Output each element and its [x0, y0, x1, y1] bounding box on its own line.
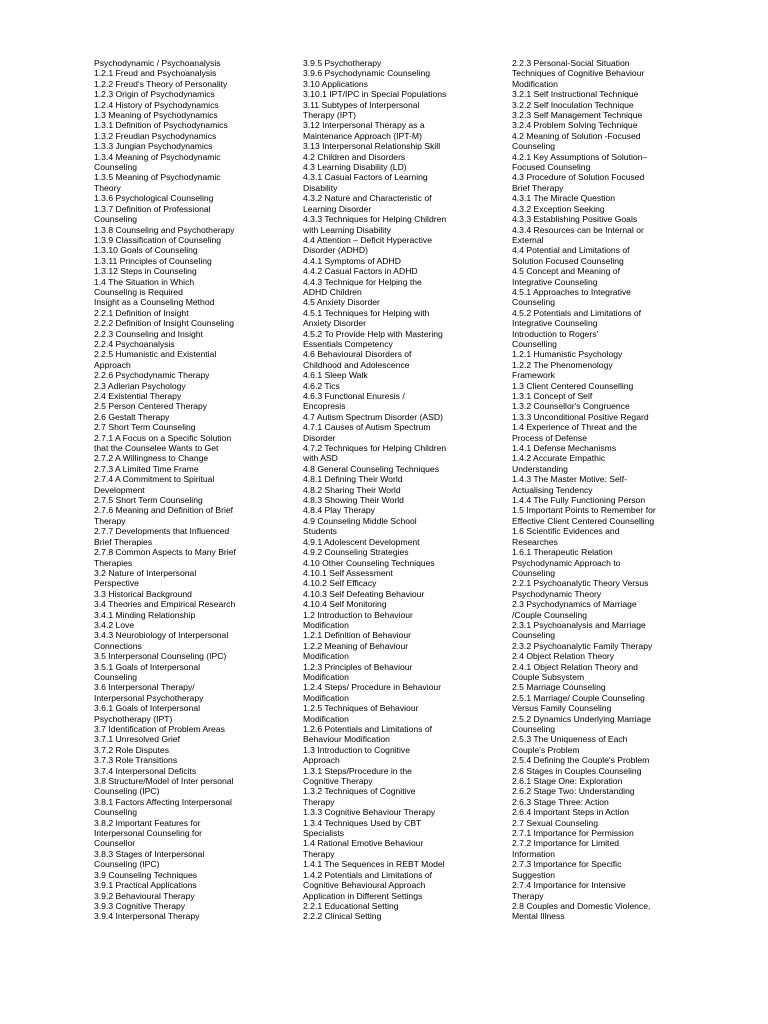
toc-line: 2.3 Psychodynamics of Marriage	[512, 599, 637, 610]
toc-line: Information	[512, 848, 555, 859]
toc-line: Solution Focused Counseling	[512, 255, 624, 266]
toc-line: Development	[94, 484, 145, 495]
toc-line: Versus Family Counseling	[512, 703, 612, 714]
toc-line: 2.7.4 A Commitment to Spiritual	[94, 474, 215, 485]
toc-line: 3.12 Interpersonal Therapy as a	[303, 120, 425, 131]
toc-line: 1.3.10 Goals of Counseling	[94, 245, 198, 256]
toc-line: 2.2.4 Psychoanalysis	[94, 338, 175, 349]
toc-line: 2.6.1 Stage One: Exploration	[512, 776, 623, 787]
toc-line: 4.10.3 Self Defeating Behaviour	[303, 588, 425, 599]
toc-line: 2.8 Couples and Domestic Violence,	[512, 900, 651, 911]
toc-line: Counseling	[94, 214, 137, 225]
toc-line: 2.4.1 Object Relation Theory and	[512, 661, 638, 672]
toc-line: 1.4.2 Accurate Empathic	[512, 453, 606, 464]
toc-line: 3.7.3 Role Transitions	[94, 755, 178, 766]
toc-line: 4.5 Anxiety Disorder	[303, 297, 380, 308]
toc-line: 4.10 Other Counseling Techniques	[303, 557, 435, 568]
toc-line: Counseling	[512, 724, 555, 734]
toc-line: 1.3.6 Psychological Counseling	[94, 193, 214, 204]
toc-line: 3.2.1 Self Instructional Technique	[512, 89, 639, 100]
toc-line: with Learning Disability	[303, 224, 391, 235]
toc-line: 1.3 Client Centered Counselling	[512, 380, 634, 391]
toc-line: 2.6.3 Stage Three: Action	[512, 796, 609, 807]
toc-line: 3.2 Nature of Interpersonal	[94, 567, 197, 578]
toc-line: 4.3.1 Casual Factors of Learning	[303, 172, 428, 183]
toc-line: 1.3.1 Concept of Self	[512, 391, 593, 401]
toc-line: 3.7.2 Role Disputes	[94, 744, 169, 755]
toc-line: Couple Subsystem	[512, 671, 585, 682]
toc-line: 4.7.2 Techniques for Helping Children	[303, 443, 447, 454]
toc-line: Understanding	[512, 463, 568, 474]
text-column-1	[94, 58, 294, 922]
toc-line: 2.7.5 Short Term Counseling	[94, 495, 203, 506]
toc-line: 3.9.5 Psychotherapy	[303, 58, 382, 68]
toc-line: 1.2.4 Steps/ Procedure in Behaviour	[303, 682, 442, 693]
toc-line: 1.3.8 Counseling and Psychotherapy	[94, 224, 235, 235]
toc-line: Disability	[303, 182, 338, 193]
toc-line: 1.4 Rational Emotive Behaviour	[303, 838, 424, 849]
toc-line: 3.3 Historical Background	[94, 588, 192, 599]
toc-line: 4.6.3 Functional Enuresis /	[303, 391, 405, 401]
toc-line: 2.6 Gestalt Therapy	[94, 411, 170, 422]
toc-line: 1.4.2 Potentials and Limitations of	[303, 869, 432, 880]
toc-line: 4.3.3 Techniques for Helping Children	[303, 214, 447, 225]
toc-line: Counseling	[512, 297, 555, 308]
toc-line: 1.4 The Situation in Which	[94, 276, 195, 287]
toc-line: Focused Counseling	[512, 162, 591, 173]
toc-line: Counseling is Required	[94, 286, 183, 297]
toc-line: 2.2.5 Humanistic and Existential	[94, 349, 217, 360]
toc-line: 2.2.1 Educational Setting	[303, 900, 399, 911]
toc-line: 3.6 Interpersonal Therapy/	[94, 682, 195, 693]
toc-line: 4.6.2 Tics	[303, 380, 340, 391]
toc-line: Counseling	[512, 630, 555, 641]
toc-line: 3.4.2 Love	[94, 619, 135, 630]
toc-line: 2.3.1 Psychoanalysis and Marriage	[512, 619, 646, 630]
toc-line: 1.2 Introduction to Behaviour	[303, 609, 413, 620]
toc-line: 3.5 Interpersonal Counseling (IPC)	[94, 651, 227, 662]
toc-line: Modification	[303, 651, 349, 662]
toc-line: Connections	[94, 640, 142, 651]
toc-line: 4.3.1 The Miracle Question	[512, 193, 616, 204]
toc-line: 3.11 Subtypes of Interpersonal	[303, 99, 420, 110]
toc-line: 2.2.1 Psychoanalytic Theory Versus	[512, 578, 649, 589]
toc-line: Theory	[94, 182, 121, 193]
toc-line: 2.7 Short Term Counseling	[94, 422, 196, 433]
toc-line: Cognitive Behavioural Approach	[303, 880, 426, 891]
toc-line: 4.8.1 Defining Their World	[303, 474, 403, 485]
toc-line: 3.7.1 Unresolved Grief	[94, 734, 180, 745]
toc-line: 1.3.2 Techniques of Cognitive	[303, 786, 416, 797]
toc-line: 4.5.1 Approaches to Integrative	[512, 286, 631, 297]
toc-line: 2.2.1 Definition of Insight	[94, 307, 189, 318]
toc-line: Framework	[512, 370, 555, 381]
toc-line: 4.4.3 Technique for Helping the	[303, 276, 422, 287]
toc-line: Essentials Competency	[303, 338, 393, 349]
toc-line: Modification	[303, 671, 349, 682]
toc-line: 1.2.5 Techniques of Behaviour	[303, 703, 419, 714]
toc-line: 3.10 Applications	[303, 78, 368, 89]
toc-line: 4.9 Counseling Middle School	[303, 515, 417, 526]
toc-line: 1.2.6 Potentials and Limitations of	[303, 724, 432, 734]
toc-line: 3.13 Interpersonal Relationship Skill	[303, 141, 441, 152]
toc-line: Counselling	[512, 338, 557, 349]
toc-line: with ASD	[303, 453, 338, 464]
toc-line: 4.2 Children and Disorders	[303, 151, 406, 162]
toc-line: 2.7.3 Importance for Specific	[512, 859, 622, 870]
toc-line: Psychotherapy (IPT)	[94, 713, 173, 724]
toc-line: 1.3.1 Steps/Procedure in the	[303, 765, 412, 776]
toc-line: 2.4 Object Relation Theory	[512, 651, 615, 662]
toc-line: 1.4.1 Defense Mechanisms	[512, 443, 617, 454]
toc-line: 3.4.1 Minding Relationship	[94, 609, 196, 620]
toc-line: Learning Disorder	[303, 203, 372, 214]
toc-line: 4.3.2 Exception Seeking	[512, 203, 605, 214]
toc-line: Counseling	[94, 671, 137, 682]
toc-line: 2.3 Adlerian Psychology	[94, 380, 186, 391]
toc-line: Counsellor	[94, 838, 136, 849]
toc-line: 3.8.3 Stages of Interpersonal	[94, 848, 205, 859]
text-column-3	[512, 58, 712, 922]
toc-line: 2.7.4 Importance for Intensive	[512, 880, 626, 891]
toc-line: Application in Different Settings	[303, 890, 423, 901]
toc-line: Counseling	[512, 141, 555, 152]
toc-line: 4.2.1 Key Assumptions of Solution–	[512, 151, 648, 162]
toc-line: 4.5.2 To Provide Help with Mastering	[303, 328, 443, 339]
toc-line: 2.5.2 Dynamics Underlying Marriage	[512, 713, 651, 724]
toc-line: Modification	[512, 78, 558, 89]
toc-line: 3.9.4 Interpersonal Therapy	[94, 911, 200, 922]
toc-line: 3.9.2 Behavioural Therapy	[94, 890, 195, 901]
toc-line: 1.3.5 Meaning of Psychodynamic	[94, 172, 221, 183]
toc-line: 4.9.2 Counseling Strategies	[303, 547, 409, 558]
toc-line: 2.6.2 Stage Two: Understanding	[512, 786, 635, 797]
toc-line: 3.4 Theories and Empirical Research	[94, 599, 236, 610]
toc-line: 4.6.1 Sleep Walk	[303, 370, 368, 381]
toc-line: 3.5.1 Goals of Interpersonal	[94, 661, 201, 672]
toc-line: 1.3.7 Definition of Professional	[94, 203, 211, 214]
toc-line: 4.6 Behavioural Disorders of	[303, 349, 412, 360]
toc-line: 2.2.3 Personal-Social Situation	[512, 58, 630, 68]
toc-line: Therapy	[303, 848, 335, 859]
toc-line: 4.4 Potential and Limitations of	[512, 245, 630, 256]
toc-line: 4.2 Meaning of Solution -Focused	[512, 130, 641, 141]
toc-line: Approach	[303, 755, 340, 766]
toc-line: Therapy	[303, 796, 335, 807]
toc-line: Suggestion	[512, 869, 556, 880]
toc-line: 1.3.2 Freudian Psychodynamics	[94, 130, 217, 141]
toc-line: 3.8 Structure/Model of Inter personal	[94, 776, 234, 787]
toc-line: 2.7.1 Importance for Permission	[512, 828, 634, 839]
toc-line: 1.2.1 Definition of Behaviour	[303, 630, 411, 641]
toc-line: 3.7.4 Interpersonal Deficits	[94, 765, 197, 776]
toc-line: 1.3.3 Jungian Psychodynamics	[94, 141, 213, 152]
toc-line: 3.10.1 IPT/IPC in Special Populations	[303, 89, 447, 100]
toc-line: 2.7.8 Common Aspects to Many Brief	[94, 547, 236, 558]
toc-line: Psychodynamic Approach to	[512, 557, 621, 568]
toc-line: Actualising Tendency	[512, 484, 593, 495]
toc-line: 1.4 Experience of Threat and the	[512, 422, 638, 433]
toc-line: Psychodynamic Theory	[512, 588, 602, 599]
toc-line: 1.4.1 The Sequences in REBT Model	[303, 859, 445, 870]
toc-line: 2.5.1 Marriage/ Couple Counseling	[512, 692, 645, 703]
toc-line: 1.2.1 Humanistic Psychology	[512, 349, 623, 360]
toc-line: Anxiety Disorder	[303, 318, 367, 329]
toc-line: 1.3.9 Classification of Counseling	[94, 234, 222, 245]
toc-line: 1.3 Introduction to Cognitive	[303, 744, 411, 755]
toc-line: 2.7.7 Developments that Influenced	[94, 526, 230, 537]
toc-line: 1.3.12 Steps in Counseling	[94, 266, 197, 277]
toc-line: Effective Client Centered Counselling	[512, 515, 655, 526]
toc-line: 1.3.4 Meaning of Psychodynamic	[94, 151, 221, 162]
toc-line: ADHD Children	[303, 286, 362, 297]
toc-line: 2.5 Marriage Counseling	[512, 682, 606, 693]
toc-line: Disorder (ADHD)	[303, 245, 368, 256]
toc-line: Modification	[303, 692, 349, 703]
toc-line: 4.5.1 Techniques for Helping with	[303, 307, 430, 318]
toc-line: Introduction to Rogers'	[512, 328, 599, 339]
toc-line: 4.3 Procedure of Solution Focused	[512, 172, 645, 183]
toc-line: 3.9.3 Cognitive Therapy	[94, 900, 186, 911]
toc-line: 1.3.2 Counsellor's Congruence	[512, 401, 630, 412]
toc-line: Interpersonal Counseling for	[94, 828, 202, 839]
toc-line: 1.4.4 The Fully Functioning Person	[512, 495, 646, 506]
toc-line: Couple's Problem	[512, 744, 580, 755]
toc-line: 1.5 Important Points to Remember for	[512, 505, 656, 516]
toc-line: Interpersonal Psychotherapy	[94, 692, 204, 703]
toc-line: Integrative Counseling	[512, 276, 598, 287]
toc-line: Therapy	[94, 515, 126, 526]
toc-line: 2.7.3 A Limited Time Frame	[94, 463, 199, 474]
toc-line: 2.4 Existential Therapy	[94, 391, 182, 401]
toc-line: Counseling (IPC)	[94, 859, 160, 870]
toc-line: 1.2.3 Origin of Psychodynamics	[94, 89, 215, 100]
toc-line: 1.4.3 The Master Motive: Self-	[512, 474, 627, 485]
toc-line: 2.5.4 Defining the Couple's Problem	[512, 755, 650, 766]
toc-line: 4.9.1 Adolescent Development	[303, 536, 420, 547]
toc-line: 3.2.4 Problem Solving Technique	[512, 120, 638, 131]
toc-line: 4.3 Learning Disability (LD)	[303, 162, 407, 173]
toc-line: 2.7.6 Meaning and Definition of Brief	[94, 505, 234, 516]
toc-line: 2.3.2 Psychoanalytic Family Therapy	[512, 640, 653, 651]
toc-line: 2.2.2 Clinical Setting	[303, 911, 382, 922]
toc-line: 3.4.3 Neurobiology of Interpersonal	[94, 630, 229, 641]
toc-line: 4.8 General Counseling Techniques	[303, 463, 440, 474]
toc-line: 1.3.3 Cognitive Behaviour Therapy	[303, 807, 436, 818]
toc-line: Integrative Counseling	[512, 318, 598, 329]
toc-line: 1.3.4 Techniques Used by CBT	[303, 817, 422, 828]
toc-line: 1.2.2 Freud's Theory of Personality	[94, 78, 228, 89]
toc-line: 4.8.4 Play Therapy	[303, 505, 375, 516]
toc-line: Childhood and Adolescence	[303, 359, 410, 370]
toc-line: 2.2.3 Counseling and Insight	[94, 328, 203, 339]
toc-line: 2.2.6 Psychodynamic Therapy	[94, 370, 210, 381]
toc-line: 1.2.4 History of Psychodynamics	[94, 99, 219, 110]
toc-line: 1.3.11 Principles of Counseling	[94, 255, 212, 266]
toc-line: 3.9.6 Psychodynamic Counseling	[303, 68, 431, 79]
toc-line: Brief Therapies	[94, 536, 153, 547]
toc-line: Students	[303, 526, 337, 537]
toc-line: 4.8.2 Sharing Their World	[303, 484, 401, 495]
toc-line: Perspective	[94, 578, 139, 589]
toc-line: 3.7 Identification of Problem Areas	[94, 724, 225, 734]
toc-line: 1.2.3 Principles of Behaviour	[303, 661, 413, 672]
toc-line: Behaviour Modification	[303, 734, 390, 745]
toc-line: 4.10.2 Self Efficacy	[303, 578, 377, 589]
toc-line: Psychodynamic / Psychoanalysis	[94, 58, 221, 68]
toc-line: 1.6.1 Therapeutic Relation	[512, 547, 613, 558]
toc-line: Brief Therapy	[512, 182, 564, 193]
toc-line: 3.2.3 Self Management Technique	[512, 110, 643, 121]
toc-line: Encopresis	[303, 401, 346, 412]
toc-line: 4.4.1 Symptoms of ADHD	[303, 255, 401, 266]
toc-line: Process of Defense	[512, 432, 587, 443]
toc-line: Cognitive Therapy	[303, 776, 373, 787]
toc-line: 1.2.2 The Phenomenology	[512, 359, 613, 370]
toc-line: 3.9 Counseling Techniques	[94, 869, 198, 880]
toc-line: Maintenance Approach (IPT-M)	[303, 130, 422, 141]
toc-line: Modification	[303, 619, 349, 630]
toc-line: 4.5 Concept and Meaning of	[512, 266, 620, 277]
toc-line: 2.6.4 Important Steps in Action	[512, 807, 630, 818]
toc-line: 2.6 Stages in Couples Counseling	[512, 765, 642, 776]
toc-line: 1.3.3 Unconditional Positive Regard	[512, 411, 649, 422]
toc-line: 4.3.4 Resources can be Internal or	[512, 224, 644, 235]
toc-line: 3.8.1 Factors Affecting Interpersonal	[94, 796, 232, 807]
toc-line: Counseling	[94, 162, 137, 173]
toc-line: 2.7.2 Importance for Limited	[512, 838, 619, 849]
toc-line: Researches	[512, 536, 558, 547]
toc-line: Therapy (IPT)	[303, 110, 357, 121]
toc-line: 1.3 Meaning of Psychodynamics	[94, 110, 218, 121]
toc-line: Disorder	[303, 432, 336, 443]
toc-line: Therapy	[512, 890, 544, 901]
toc-line: 3.6.1 Goals of Interpersonal	[94, 703, 201, 714]
toc-line: 4.10.1 Self Assessment	[303, 567, 393, 578]
toc-line: 3.2.2 Self Inoculation Technique	[512, 99, 634, 110]
toc-line: 4.7 Autism Spectrum Disorder (ASD)	[303, 411, 443, 422]
toc-line: /Couple Counseling	[512, 609, 588, 620]
toc-line: 1.6 Scientific Evidences and	[512, 526, 620, 537]
toc-line: 1.2.1 Freud and Psychoanalysis	[94, 68, 217, 79]
toc-line: Specialists	[303, 828, 345, 839]
toc-line: 4.3.3 Establishing Positive Goals	[512, 214, 638, 225]
toc-line: 4.10.4 Self Monitoring	[303, 599, 387, 610]
toc-line: that the Counselee Wants to Get	[94, 443, 219, 454]
toc-line: 2.7.2 A Willingness to Change	[94, 453, 209, 464]
toc-line: Counseling (IPC)	[94, 786, 160, 797]
toc-line: 4.5.2 Potentials and Limitations of	[512, 307, 641, 318]
toc-line: Therapies	[94, 557, 133, 568]
toc-line: 3.8.2 Important Features for	[94, 817, 201, 828]
toc-line: 2.2.2 Definition of Insight Counseling	[94, 318, 234, 329]
toc-line: 2.7 Sexual Counseling	[512, 817, 598, 828]
toc-line: 2.5.3 The Uniqueness of Each	[512, 734, 628, 745]
toc-line: Counseling	[94, 807, 137, 818]
toc-line: 1.2.2 Meaning of Behaviour	[303, 640, 409, 651]
text-column-2	[303, 58, 503, 922]
toc-line: Techniques of Cognitive Behaviour	[512, 68, 645, 79]
toc-line: 2.7.1 A Focus on a Specific Solution	[94, 432, 232, 443]
toc-line: 4.7.1 Causes of Autism Spectrum	[303, 422, 431, 433]
toc-line: 4.4.2 Casual Factors in ADHD	[303, 266, 418, 277]
toc-line: 4.3.2 Nature and Characteristic of	[303, 193, 432, 204]
toc-line: Counseling	[512, 567, 555, 578]
toc-line: Mental Illness	[512, 911, 565, 922]
toc-line: 4.8.3 Showing Their World	[303, 495, 404, 506]
toc-line: External	[512, 234, 544, 245]
toc-line: 3.9.1 Practical Applications	[94, 880, 197, 891]
toc-line: Approach	[94, 359, 131, 370]
toc-line: 1.3.1 Definition of Psychodynamics	[94, 120, 228, 131]
toc-line: Modification	[303, 713, 349, 724]
toc-line: 4.4 Attention – Deficit Hyperactive	[303, 234, 432, 245]
toc-line: 2.5 Person Centered Therapy	[94, 401, 208, 412]
toc-line: Insight as a Counseling Method	[94, 297, 215, 308]
